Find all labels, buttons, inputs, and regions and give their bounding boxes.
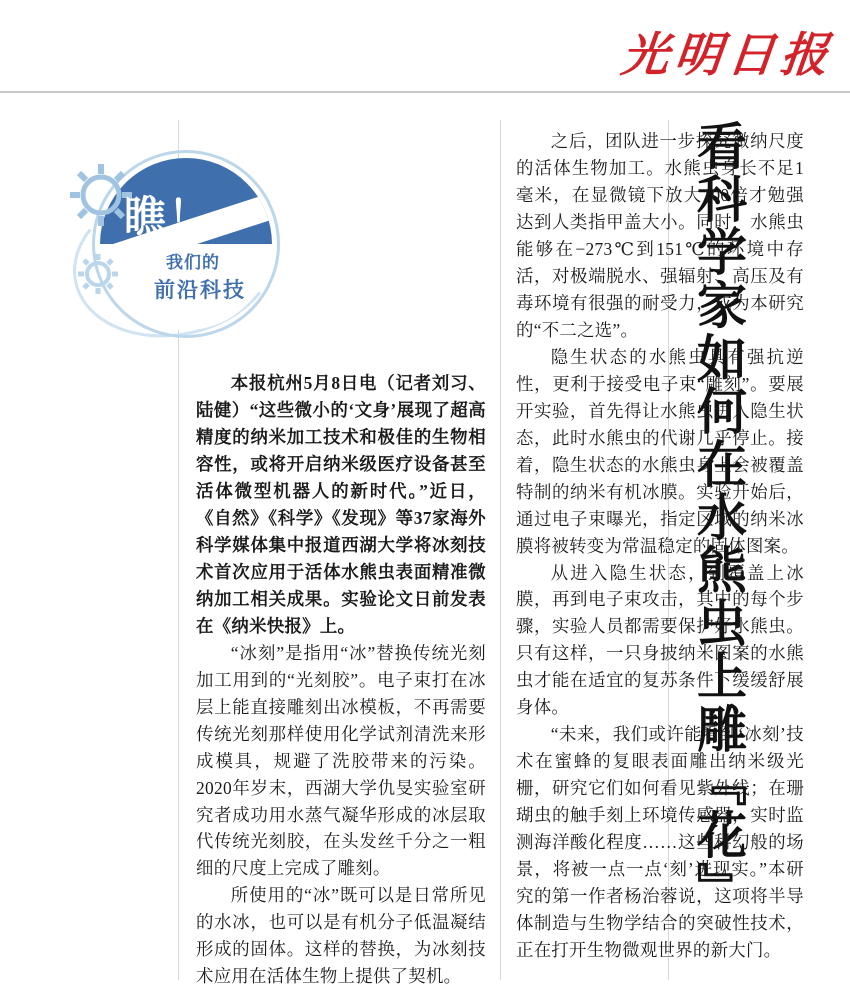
column-divider-middle bbox=[500, 120, 501, 980]
article-paragraph: 本报杭州5月8日电（记者刘习、陆健）“这些微小的‘文身’展现了超高精度的纳米加工技术和极佳的生物相容性，或将开启纳米级医疗设备甚至活体微型机器人的新时代。”近日，《自然》《科学》《发现》等37家海外科学媒体集中报道西湖大学将冰刻技术首次应用于活体水熊虫表面精准微纳加工相关成果。实验论文日前发表在《纳米快报》上。 bbox=[196, 373, 486, 636]
newspaper-title: 光明日报 bbox=[618, 28, 837, 83]
article-paragraph: “未来，我们或许能看到‘冰刻’技术在蜜蜂的复眼表面雕出纳米级光栅，研究它们如何看见紫外线；在珊瑚虫的触手刻上环境传感器，实时监测海洋酸化程度……这些科幻般的场景，将被一点一点‘刻’进现实。”本研究的第一作者杨治蓉说，这项将半导体制造与生物学结合的突破性技术，正在打开生物微观世界的新大门。 bbox=[516, 724, 804, 961]
section-logo bbox=[62, 140, 290, 360]
article-paragraph: 之后，团队进一步探究微纳尺度的活体生物加工。水熊虫身长不足1毫米，在显微镜下放大100倍才勉强达到人类指甲盖大小。同时，水熊虫能够在−273℃到151℃的环境中存活，对极端脱水、强辐射、高压及有毒环境有很强的耐受力，成为本研究的“不二之选”。 bbox=[516, 131, 804, 340]
masthead-divider bbox=[0, 91, 850, 93]
article-column-1 bbox=[196, 370, 486, 990]
article-paragraph: “冰刻”是指用“冰”替换传统光刻加工用到的“光刻胶”。电子束打在冰层上能直接雕刻出冰模板，不再需要传统光刻那样使用化学试剂清洗来形成模具，规避了洗胶带来的污染。2020年岁末，西湖大学仇旻实验室研究者成功用水蒸气凝华形成的冰层取代传统光刻胶，在头发丝千分之一粗细的尺度上完成了雕刻。 bbox=[196, 642, 486, 879]
gear-icon-small bbox=[76, 252, 120, 296]
article-headline: 看科学家如何在水熊虫上雕『花』 bbox=[689, 120, 748, 915]
article-paragraph: 从进入隐生状态，到覆盖上冰膜，再到电子束攻击，其中的每个步骤，实验人员都需要保护好水熊虫。只有这样，一只身披纳米图案的水熊虫才能在适宜的复苏条件下缓缓舒展身体。 bbox=[516, 562, 804, 718]
article-column-2 bbox=[516, 128, 804, 964]
logo-sub-word-2: 前沿科技 bbox=[154, 279, 246, 302]
article-paragraph: 隐生状态的水熊虫具有强抗逆性，更利于接受电子束“雕刻”。要展开实验，首先得让水熊虫进入隐生状态，此时水熊虫的代谢几乎停止。接着，隐生状态的水熊虫身上会被覆盖特制的纳米有机冰膜。实验开始后，通过电子束曝光，指定区域的纳米冰膜将被转变为常温稳定的固体图案。 bbox=[516, 346, 804, 556]
article-paragraph: 所使用的“冰”既可以是日常所见的水冰，也可以是有机分子低温凝结形成的固体。这样的替换，为冰刻技术应用在活体生物上提供了契机。 bbox=[196, 885, 486, 987]
logo-sub-word-1: 我们的 bbox=[166, 253, 220, 272]
masthead bbox=[0, 0, 850, 92]
logo-main-word: 瞧！ bbox=[124, 192, 213, 241]
